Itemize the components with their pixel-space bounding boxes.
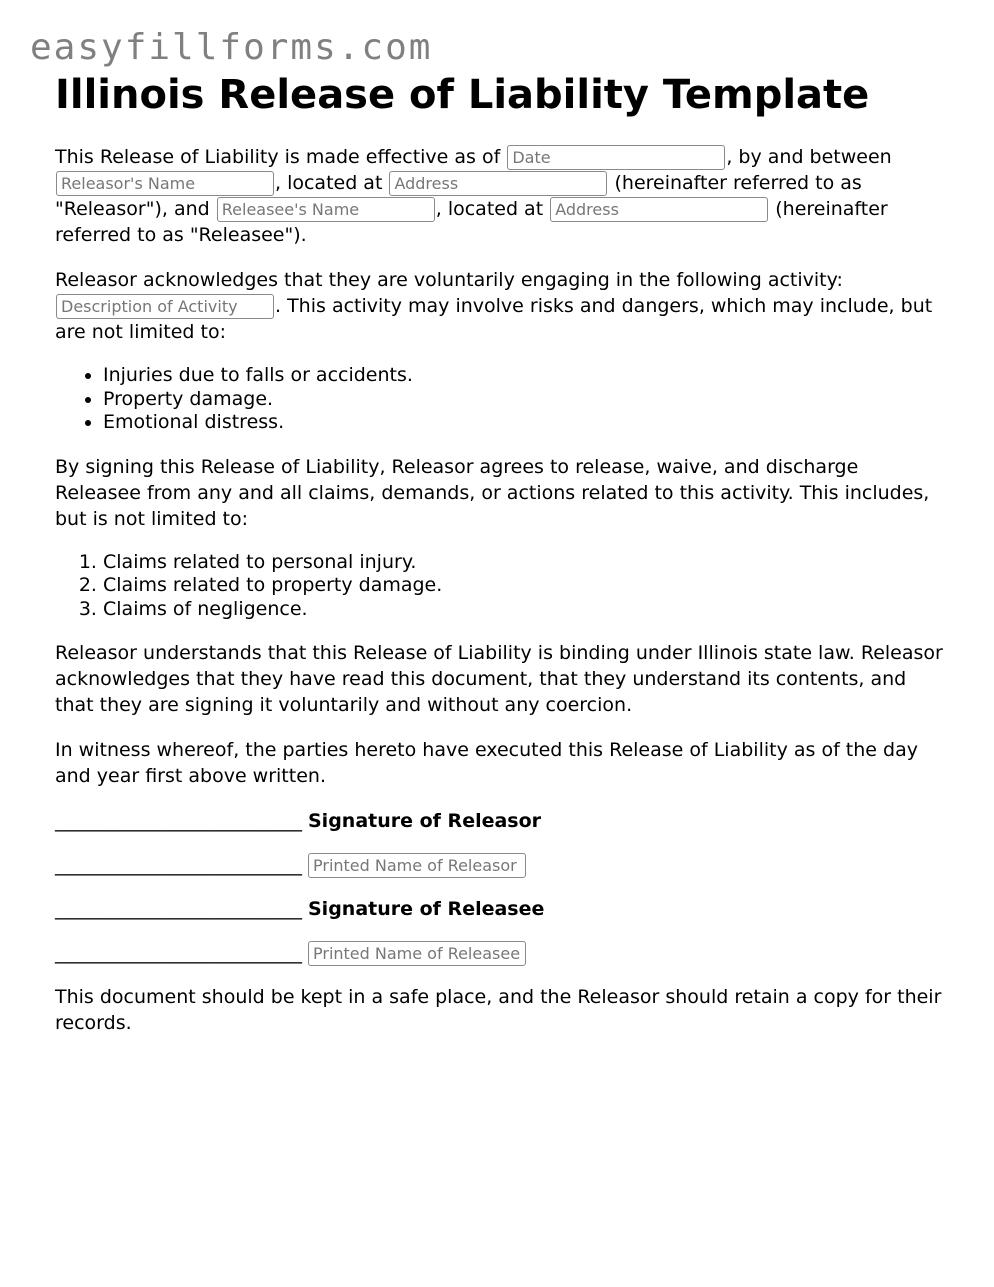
risks-list [55,364,945,435]
releasee-printed-name-input[interactable] [308,941,526,966]
activity-text-2: . This activity may involve risks and dangers, which may include, but are not limited to: [55,295,933,343]
intro-paragraph [55,144,945,248]
intro-text-5: , located at [435,198,550,220]
intro-text-6: (hereinafter referred to as "Releasee"). [55,198,888,246]
release-paragraph: By signing this Release of Liability, Releasor agrees to release, waive, and discharge Releasee from any and all claims, demands, or actions related to this activity. This includes, but is not limited to: [55,455,930,530]
list-item: 1. Claims related to personal injury. [103,551,945,575]
intro-text-4: (hereinafter referred to as "Releasor"), and [55,172,862,220]
list-item: • Injuries due to falls or accidents. [103,364,945,388]
releasor-printed-row [55,852,945,878]
list-item: 3. Claims of negligence. [103,598,945,622]
site-watermark: easyfillforms.com [30,27,433,68]
activity-description-input[interactable] [56,294,274,319]
law-paragraph: Releasor understands that this Release of Liability is binding under Illinois state law. Releasor acknowledges that they have read this document, that they understand its contents, and that they are signing it voluntarily and without any coercion. [55,642,943,716]
releasee-signature-line: __________________________ [55,898,302,920]
releasor-signature-label: Signature of Releasor [308,810,542,832]
releasee-name-input[interactable] [217,197,435,222]
releasor-printed-line: __________________________ [55,854,302,876]
list-item: • Emotional distress. [103,411,945,435]
list-item: 2. Claims related to property damage. [103,574,945,598]
intro-text-2: , by and between [726,146,892,168]
releasee-signature-row [55,896,945,922]
claims-list [55,551,945,622]
intro-text-1: This Release of Liability is made effective as of [55,146,507,168]
activity-paragraph [55,267,945,345]
closing-paragraph: This document should be kept in a safe place, and the Releasor should retain a copy for their records. [55,986,942,1034]
activity-text-1: Releasor acknowledges that they are voluntarily engaging in the following activity: [55,269,843,291]
releasor-name-input[interactable] [56,171,274,196]
date-input[interactable] [507,145,725,170]
releasor-address-input[interactable] [389,171,607,196]
releasee-address-input[interactable] [550,197,768,222]
releasee-printed-row [55,940,945,966]
releasor-signature-line: __________________________ [55,810,302,832]
intro-text-3: , located at [275,172,389,194]
releasor-printed-name-input[interactable] [308,853,526,878]
releasee-signature-label: Signature of Releasee [308,898,545,920]
releasee-printed-line: __________________________ [55,942,302,964]
list-item: • Property damage. [103,388,945,412]
releasor-signature-row [55,808,945,834]
page-title: Illinois Release of Liability Template [55,72,870,118]
document-body [55,72,945,1055]
witness-paragraph: In witness whereof, the parties hereto have executed this Release of Liability as of the day and year first above written. [55,739,918,787]
